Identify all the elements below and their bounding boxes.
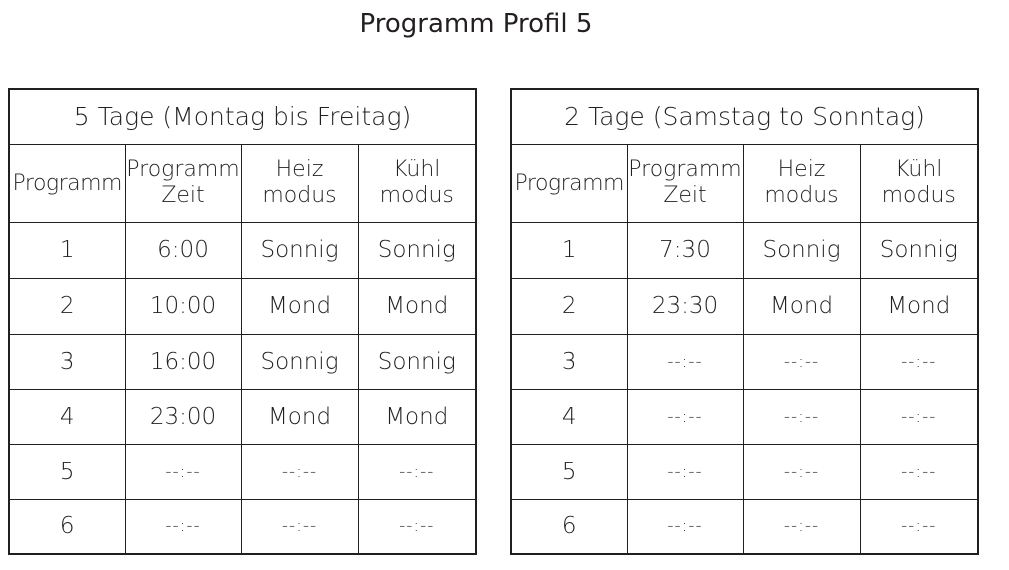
column-header-time-line1: Programm — [628, 157, 742, 182]
program-number-cell: 4 — [9, 389, 125, 444]
table-row — [511, 334, 978, 389]
weekend-schedule-table — [510, 88, 979, 555]
heat-mode-cell: --:-- — [743, 499, 860, 554]
heat-mode-cell: --:-- — [743, 334, 860, 389]
column-header-time — [125, 144, 241, 222]
column-header-heat-line2: modus — [262, 183, 337, 208]
column-header-program: Programm — [9, 144, 125, 222]
cool-mode-cell: --:-- — [860, 389, 978, 444]
column-header-time — [627, 144, 743, 222]
table-row — [511, 222, 978, 278]
cool-mode-cell: Sonnig — [358, 222, 476, 278]
time-cell: --:-- — [627, 389, 743, 444]
cool-mode-cell: --:-- — [860, 499, 978, 554]
column-header-heat-line1: Heiz — [777, 157, 826, 182]
column-header-heat-line1: Heiz — [275, 157, 324, 182]
time-cell: --:-- — [627, 499, 743, 554]
time-cell: --:-- — [627, 334, 743, 389]
table-heading: 5 Tage (Montag bis Freitag) — [9, 89, 476, 144]
table-row — [9, 278, 476, 334]
column-header-heat-mode — [743, 144, 860, 222]
weekday-schedule-table — [8, 88, 477, 555]
cool-mode-cell: --:-- — [860, 334, 978, 389]
column-header-heat-mode — [241, 144, 358, 222]
time-cell: 7:30 — [627, 222, 743, 278]
cool-mode-cell: Mond — [358, 389, 476, 444]
heat-mode-cell: Sonnig — [241, 334, 358, 389]
heat-mode-cell: Sonnig — [241, 222, 358, 278]
column-header-cool-mode — [358, 144, 476, 222]
cool-mode-cell: --:-- — [358, 499, 476, 554]
column-header-cool-mode — [860, 144, 978, 222]
table-row — [511, 389, 978, 444]
cool-mode-cell: Sonnig — [358, 334, 476, 389]
program-number-cell: 4 — [511, 389, 627, 444]
table-row — [9, 444, 476, 499]
heat-mode-cell: --:-- — [743, 444, 860, 499]
column-header-time-line2: Zeit — [663, 183, 707, 208]
table-row — [9, 499, 476, 554]
column-header-cool-line1: Kühl — [393, 157, 441, 182]
column-header-cool-line1: Kühl — [895, 157, 943, 182]
program-number-cell: 3 — [9, 334, 125, 389]
cool-mode-cell: --:-- — [358, 444, 476, 499]
program-number-cell: 3 — [511, 334, 627, 389]
time-cell: --:-- — [125, 499, 241, 554]
column-header-time-line1: Programm — [126, 157, 240, 182]
table-row — [9, 389, 476, 444]
table-row — [9, 222, 476, 278]
program-number-cell: 2 — [9, 278, 125, 334]
column-header-cool-line2: modus — [379, 183, 454, 208]
program-number-cell: 5 — [511, 444, 627, 499]
heat-mode-cell: --:-- — [241, 499, 358, 554]
heat-mode-cell: Mond — [241, 389, 358, 444]
heat-mode-cell: Mond — [743, 278, 860, 334]
page-title: Programm Profil 5 — [359, 9, 593, 39]
time-cell: --:-- — [125, 444, 241, 499]
column-header-time-line2: Zeit — [161, 183, 205, 208]
heat-mode-cell: Sonnig — [743, 222, 860, 278]
table-heading: 2 Tage (Samstag to Sonntag) — [511, 89, 978, 144]
time-cell: 23:30 — [627, 278, 743, 334]
table-row — [511, 499, 978, 554]
cool-mode-cell: Sonnig — [860, 222, 978, 278]
table-row — [9, 334, 476, 389]
program-number-cell: 1 — [9, 222, 125, 278]
program-number-cell: 1 — [511, 222, 627, 278]
heat-mode-cell: --:-- — [241, 444, 358, 499]
program-number-cell: 6 — [9, 499, 125, 554]
program-number-cell: 2 — [511, 278, 627, 334]
heat-mode-cell: Mond — [241, 278, 358, 334]
table-row — [511, 278, 978, 334]
cool-mode-cell: Mond — [358, 278, 476, 334]
table-row — [511, 444, 978, 499]
column-header-program: Programm — [511, 144, 627, 222]
heat-mode-cell: --:-- — [743, 389, 860, 444]
time-cell: --:-- — [627, 444, 743, 499]
time-cell: 10:00 — [125, 278, 241, 334]
time-cell: 16:00 — [125, 334, 241, 389]
column-header-cool-line2: modus — [881, 183, 956, 208]
time-cell: 6:00 — [125, 222, 241, 278]
program-number-cell: 6 — [511, 499, 627, 554]
column-header-heat-line2: modus — [764, 183, 839, 208]
cool-mode-cell: Mond — [860, 278, 978, 334]
time-cell: 23:00 — [125, 389, 241, 444]
program-number-cell: 5 — [9, 444, 125, 499]
cool-mode-cell: --:-- — [860, 444, 978, 499]
